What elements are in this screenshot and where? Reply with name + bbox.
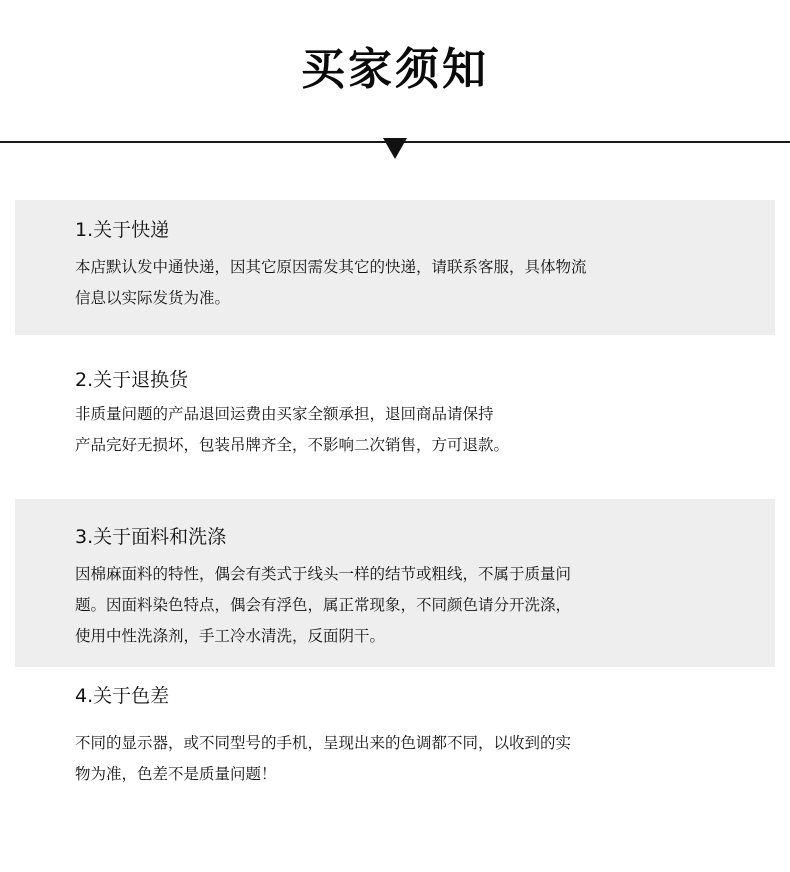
body-line: 因棉麻面料的特性，偶会有类式于线头一样的结节或粗线，不属于质量问	[75, 565, 572, 583]
section-heading: 3.关于面料和洗涤	[75, 526, 227, 548]
down-arrow-icon	[383, 138, 407, 159]
section-body	[75, 399, 755, 461]
section-body	[75, 252, 755, 314]
section-heading: 1.关于快递	[75, 219, 170, 241]
section-heading: 2.关于退换货	[75, 369, 189, 391]
section-body	[75, 728, 755, 790]
body-line: 使用中性洗涤剂，手工冷水清洗，反面阴干。	[75, 627, 386, 645]
section-returns	[15, 355, 775, 475]
section-color-difference	[15, 683, 775, 803]
body-line: 物为准，色差不是质量问题！	[75, 765, 277, 783]
body-line: 本店默认发中通快递，因其它原因需发其它的快递，请联系客服，具体物流	[75, 258, 587, 276]
section-fabric-care	[15, 499, 775, 667]
section-shipping	[15, 200, 775, 335]
body-line: 产品完好无损坏，包装吊牌齐全，不影响二次销售，方可退款。	[75, 436, 510, 454]
body-line: 题。因面料染色特点，偶会有浮色，属正常现象，不同颜色请分开洗涤，	[75, 596, 572, 614]
page-title: 买家须知	[301, 44, 489, 95]
body-line: 非质量问题的产品退回运费由买家全额承担，退回商品请保持	[75, 405, 494, 423]
body-line: 不同的显示器，或不同型号的手机，呈现出来的色调都不同，以收到的实	[75, 734, 572, 752]
section-heading: 4.关于色差	[75, 685, 170, 707]
section-body	[75, 559, 755, 652]
body-line: 信息以实际发货为准。	[75, 289, 231, 307]
